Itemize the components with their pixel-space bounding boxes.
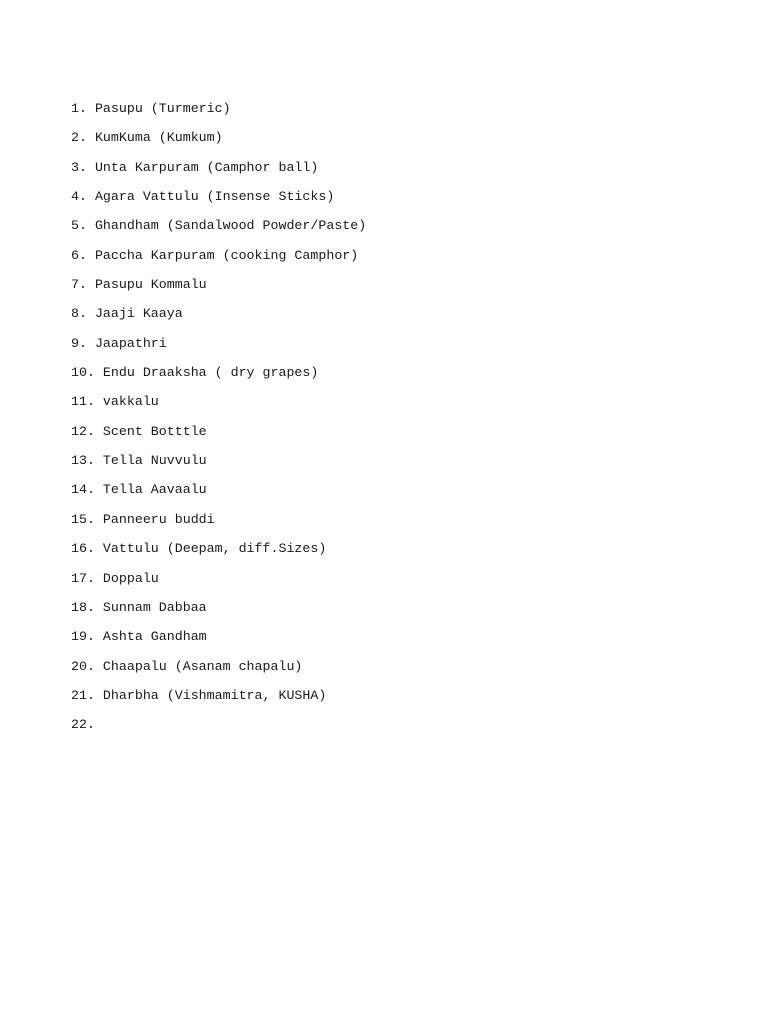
list-item: 5. Ghandham (Sandalwood Powder/Paste)	[71, 218, 367, 234]
list-item: 6. Paccha Karpuram (cooking Camphor)	[71, 247, 359, 263]
list-item: 11. vakkalu	[71, 394, 159, 410]
list-item: 8. Jaaji Kaaya	[71, 306, 183, 322]
list-item: 7. Pasupu Kommalu	[71, 277, 207, 293]
list-item: 20. Chaapalu (Asanam chapalu)	[71, 658, 303, 674]
list-item: 4. Agara Vattulu (Insense Sticks)	[71, 189, 335, 205]
list-item: 13. Tella Nuvvulu	[71, 453, 207, 469]
list-item: 12. Scent Botttle	[71, 423, 207, 439]
list-item: 2. KumKuma (Kumkum)	[71, 130, 223, 146]
list-item: 18. Sunnam Dabbaa	[71, 599, 207, 615]
list-item: 19. Ashta Gandham	[71, 629, 207, 645]
list-item: 21. Dharbha (Vishmamitra, KUSHA)	[71, 687, 327, 703]
list-item: 17. Doppalu	[71, 570, 159, 586]
list-item: 3. Unta Karpuram (Camphor ball)	[71, 159, 319, 175]
list-item: 14. Tella Aavaalu	[71, 482, 207, 498]
list-item: 10. Endu Draaksha ( dry grapes)	[71, 365, 319, 381]
list-item: 16. Vattulu (Deepam, diff.Sizes)	[71, 541, 327, 557]
list-item: 15. Panneeru buddi	[71, 511, 215, 527]
list-item: 1. Pasupu (Turmeric)	[71, 101, 231, 116]
list-item: 22.	[71, 717, 95, 733]
pooja-items-list	[71, 99, 768, 745]
list-item: 9. Jaapathri	[71, 335, 167, 351]
